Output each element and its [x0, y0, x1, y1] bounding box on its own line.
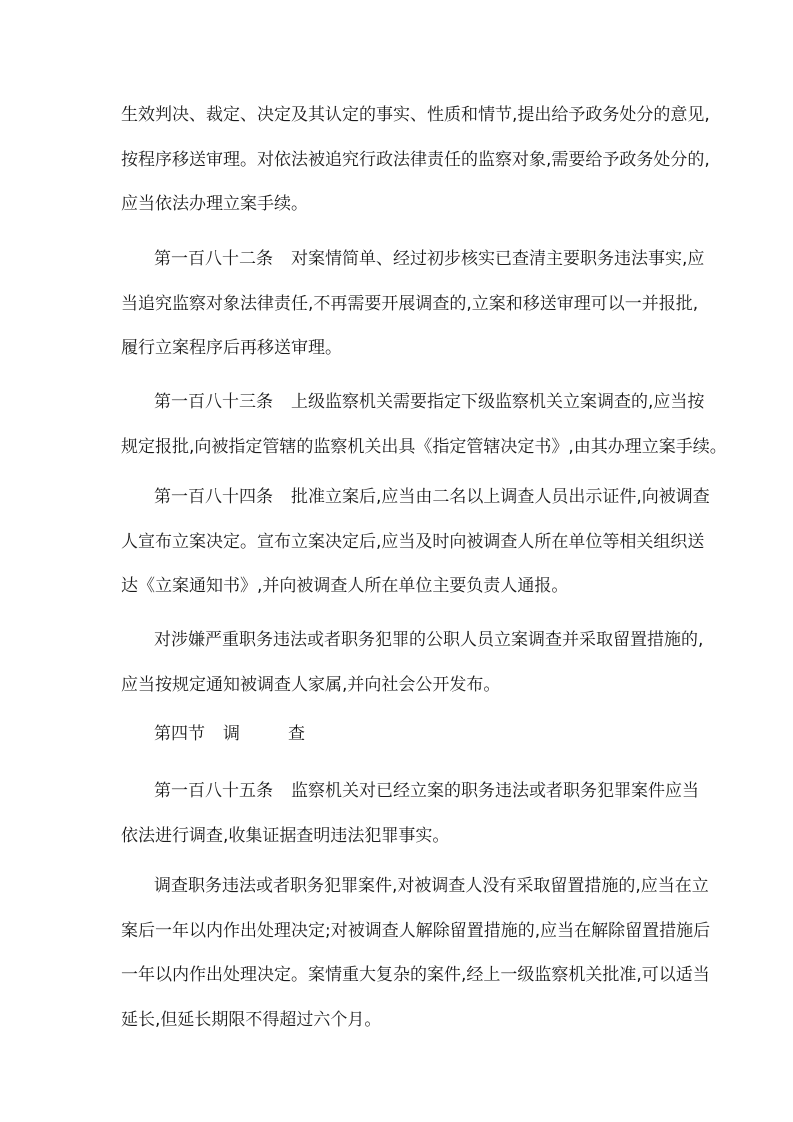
paragraph-investigation-deadline: [121, 876, 711, 1054]
article-number: 第一百八十二条: [154, 249, 273, 269]
paragraph-detention-notice: [121, 630, 704, 719]
section-number: 第四节: [154, 724, 205, 744]
text-line: 一年以内作出处理决定。案情重大复杂的案件,经上一级监察机关批准,可以适当: [121, 965, 710, 985]
text-line: 生效判决、裁定、决定及其认定的事实、性质和情节,提出给予政务处分的意见,: [121, 105, 710, 125]
text-line: 案后一年以内作出处理决定;对被调查人解除留置措施的,应当在解除留置措施后: [121, 920, 711, 941]
text-line: 批准立案后,应当由二名以上调查人员出示证件,向被调查: [291, 487, 710, 507]
article-184: [121, 487, 710, 621]
section-title: 查: [288, 724, 305, 744]
paragraph-continuation: [121, 105, 710, 239]
text-line: 依法进行调查,收集证据查明违法犯罪事实。: [121, 825, 450, 846]
text-line: 达《立案通知书》,并向被调查人所在单位主要负责人通报。: [121, 576, 569, 596]
text-line: 履行立案程序后再移送审理。: [121, 338, 342, 358]
text-line: 规定报批,向被指定管辖的监察机关出具《指定管辖决定书》,由其办理立案手续。: [121, 436, 727, 457]
text-line: 延长,但延长期限不得超过六个月。: [121, 1009, 382, 1030]
text-line: 人宣布立案决定。宣布立案决定后,应当及时向被调查人所在单位等相关组织送: [121, 531, 705, 552]
article-183: [121, 392, 727, 481]
article-number: 第一百八十三条: [154, 392, 273, 412]
article-185: [121, 781, 699, 870]
section-title: 调: [223, 724, 240, 744]
text-line: 对涉嫌严重职务违法或者职务犯罪的公职人员立案调查并采取留置措施的,: [154, 630, 704, 650]
text-line: 按程序移送审理。对依法被追究行政法律责任的监察对象,需要给予政务处分的,: [121, 149, 710, 170]
text-line: 应当按规定通知被调查人家属,并向社会公开发布。: [121, 674, 501, 695]
text-line: 调查职务违法或者职务犯罪案件,对被调查人没有采取留置措施的,应当在立: [154, 876, 709, 896]
text-line: 应当依法办理立案手续。: [121, 194, 308, 214]
article-number: 第一百八十四条: [154, 487, 273, 507]
text-line: 监察机关对已经立案的职务违法或者职务犯罪案件应当: [291, 781, 699, 801]
text-line: 上级监察机关需要指定下级监察机关立案调查的,应当按: [291, 392, 705, 412]
article-number: 第一百八十五条: [154, 781, 273, 801]
section-heading: [121, 724, 681, 769]
text-line: 当追究监察对象法律责任,不再需要开展调查的,立案和移送审理可以一并报批,: [121, 293, 699, 314]
article-182: [121, 249, 705, 383]
text-line: 对案情简单、经过初步核实已查清主要职务违法事实,应: [291, 249, 705, 269]
